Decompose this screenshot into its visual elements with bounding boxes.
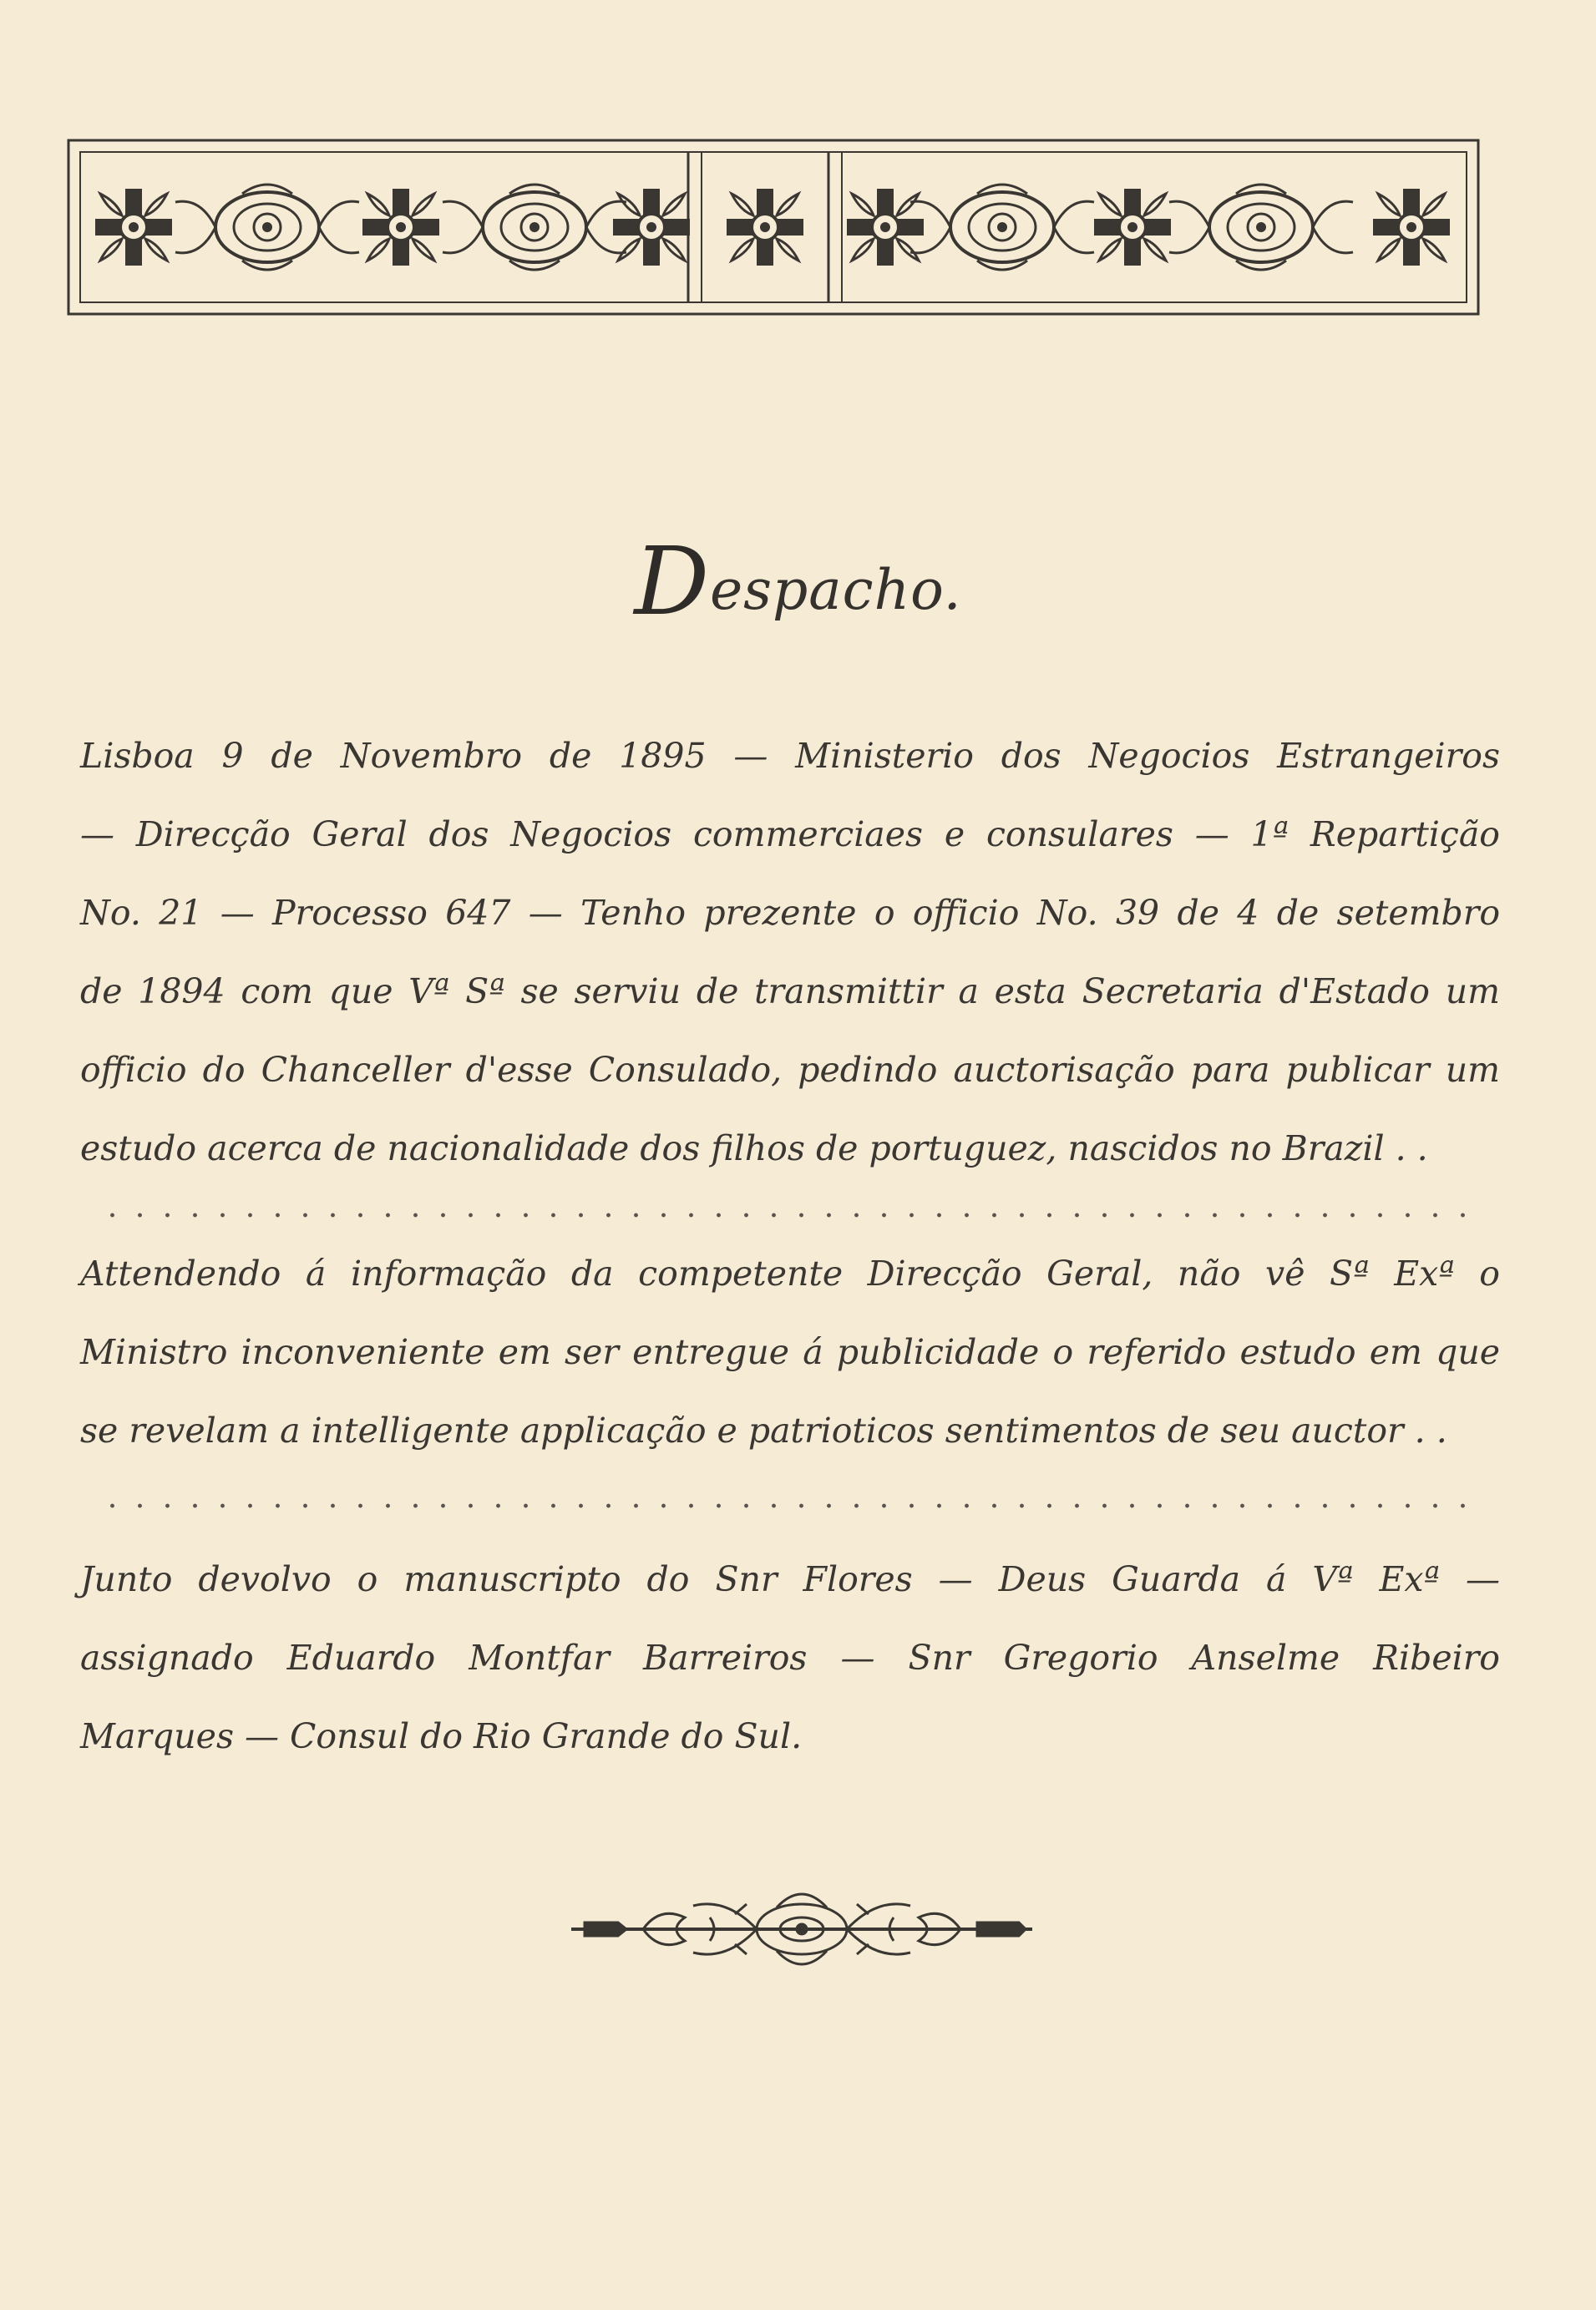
text-line: assignado Eduardo Montfar Barreiros — Snr Gregorio Anselme Ribeiro bbox=[80, 1638, 1500, 1678]
paragraph-despatch-header bbox=[80, 717, 1500, 1188]
text-line: officio do Chanceller d'esse Consulado, pedindo auctorisação para publicar um bbox=[80, 1050, 1500, 1090]
text-line: de 1894 com que Vª Sª se serviu de transmittir a esta Secretaria d'Estado um bbox=[80, 971, 1500, 1011]
title-initial: D bbox=[634, 528, 711, 636]
text-line: Marques — Consul do Rio Grande do Sul. bbox=[80, 1716, 803, 1756]
paragraph-closing bbox=[80, 1540, 1500, 1776]
text-line: No. 21 — Processo 647 — Tenho prezente o officio No. 39 de 4 de setembro bbox=[80, 893, 1500, 933]
paragraph-decision bbox=[80, 1234, 1500, 1470]
text-line: Lisboa 9 de Novembro de 1895 — Ministerio dos Negocios Estrangeiros bbox=[80, 736, 1500, 776]
text-line: Ministro inconveniente em ser entregue á publicidade o referido estudo em que bbox=[80, 1332, 1500, 1372]
text-line: se revelam a intelligente applicação e patrioticos sentimentos de seu auctor . . bbox=[80, 1411, 1447, 1451]
dotted-separator bbox=[99, 1213, 1487, 1218]
text-line: Junto devolvo o manuscripto do Snr Flores — Deus Guarda á Vª Exª — bbox=[80, 1559, 1500, 1599]
title-rest: espacho. bbox=[710, 558, 962, 622]
dotted-separator bbox=[99, 1503, 1487, 1508]
text-line: — Direcção Geral dos Negocios commerciaes e consulares — 1ª Repartição bbox=[80, 814, 1500, 854]
text-line: Attendendo á informação da competente Direcção Geral, não vê Sª Exª o bbox=[80, 1254, 1500, 1294]
page-title bbox=[0, 523, 1596, 636]
floral-divider-ornament-icon bbox=[568, 1881, 1036, 1978]
text-line: estudo acerca de nacionalidade dos filhos de portuguez, nascidos no Brazil . . bbox=[80, 1128, 1428, 1168]
ornamental-header-band-icon bbox=[67, 139, 1480, 316]
